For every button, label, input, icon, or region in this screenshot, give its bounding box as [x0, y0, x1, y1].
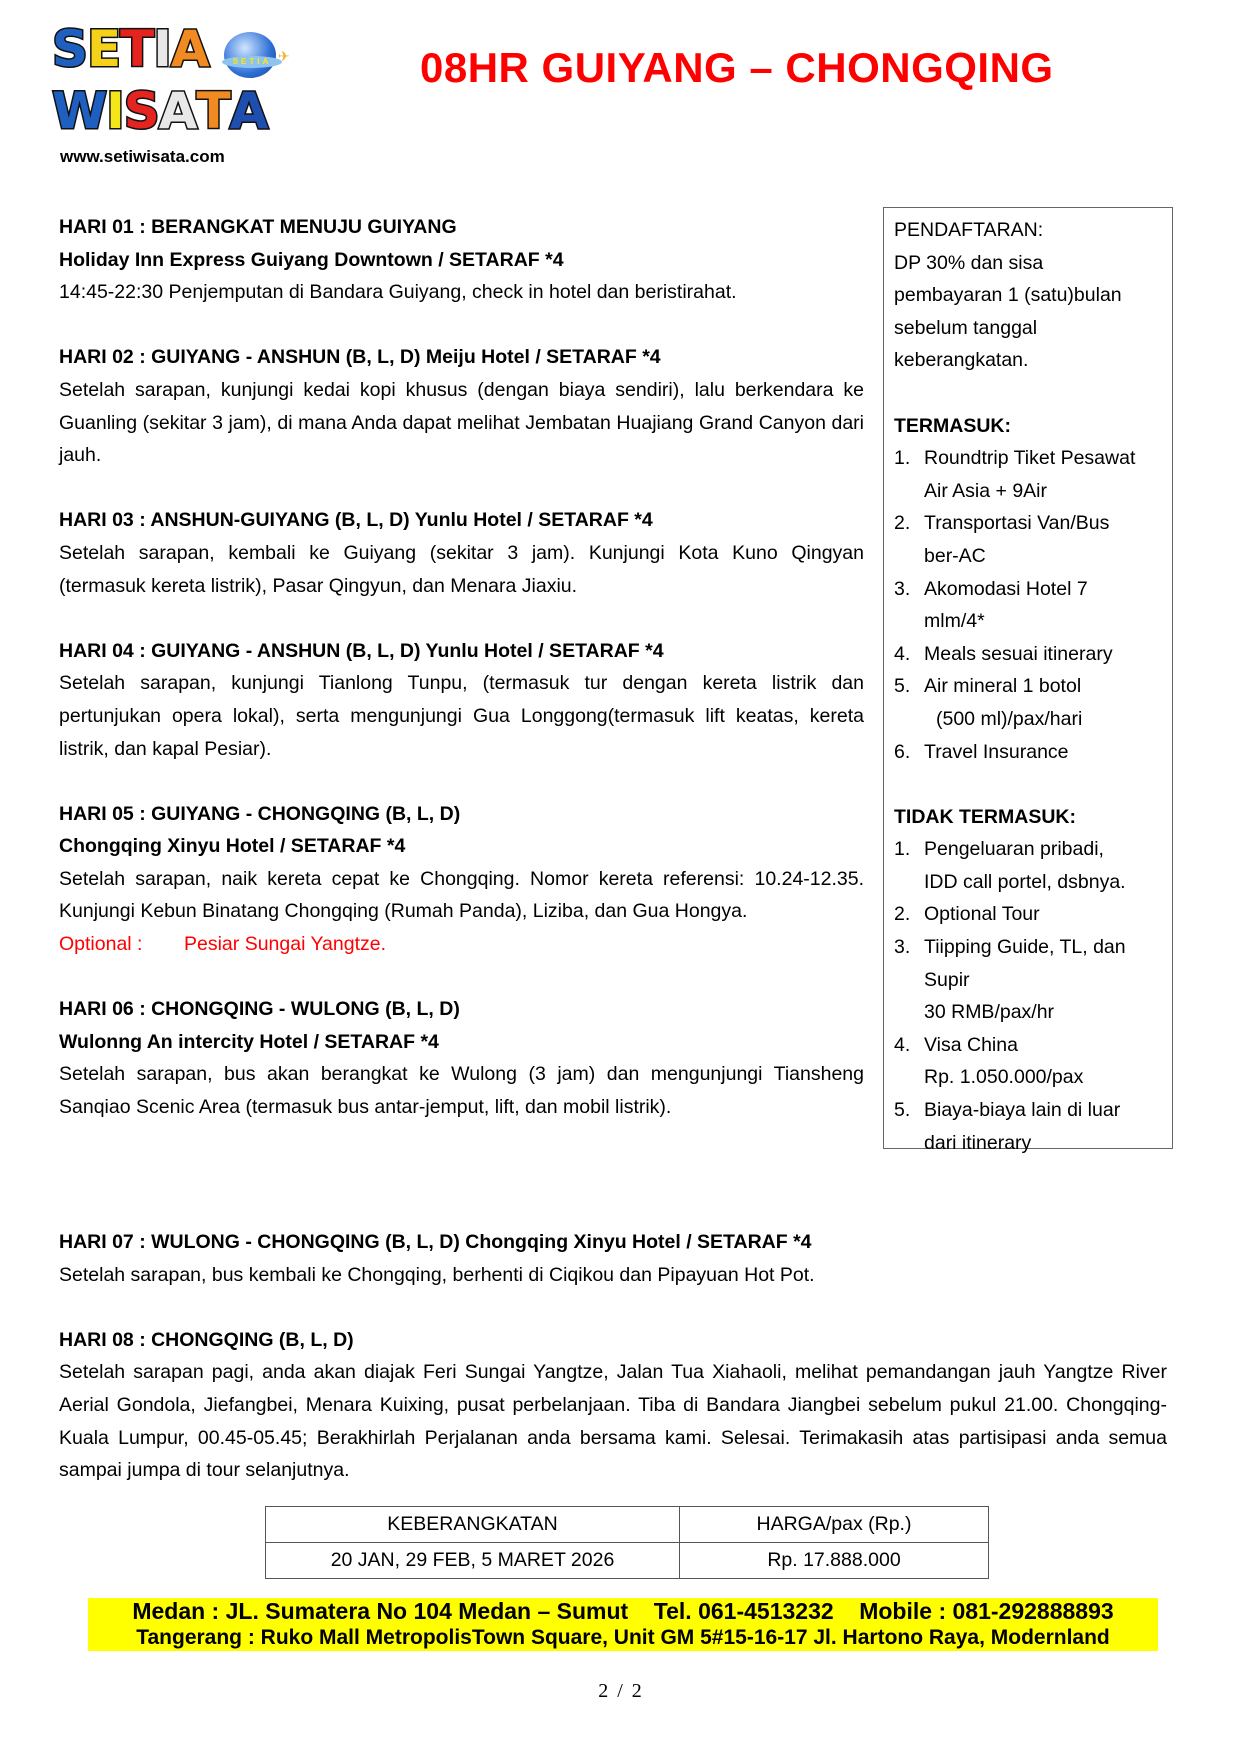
day-2 — [59, 341, 864, 471]
optional-label: Optional : — [59, 933, 143, 956]
day-heading: HARI 06 : CHONGQING - WULONG (B, L, D) — [59, 998, 460, 1021]
day-description: Setelah sarapan, bus kembali ke Chongqing, berhenti di Ciqikou dan Pipayuan Hot Pot. — [59, 1263, 815, 1286]
registration-line: sebelum tanggal — [894, 316, 1038, 339]
day-heading: HARI 02 : GUIYANG - ANSHUN (B, L, D) Meiju Hotel / SETARAF *4 — [59, 346, 661, 369]
day-description: Setelah sarapan pagi, anda akan diajak Feri Sungai Yangtze, Jalan Tua Xiahaoli, melihat pemandangan jauh Yangtze River Aerial Gondola, Jiefangbei, Menara Kuixing, pusat perbelanjaan. Tiba di Bandara Jiangbei sebelum pukul 21.00. Chongqing-Kuala Lumpur, 00.45-05.45; Berakhirlah Perjalanan anda bersama kami. Selesai. Terimakasih atas partisipasi anda semua sampai jumpa di tour selanjutnya. — [59, 1361, 1167, 1482]
optional-text: Pesiar Sungai Yangtze. — [184, 933, 386, 956]
logo-letter: S — [52, 20, 88, 78]
registration-line: keberangkatan. — [894, 349, 1029, 372]
logo-letter: T — [196, 82, 230, 140]
excluded-item: 3. Tiipping Guide, TL, dan Supir 30 RMB/pax/hr — [894, 936, 1126, 1024]
contact-footer — [88, 1598, 1158, 1651]
header-price: HARGA/pax (Rp.) — [680, 1507, 989, 1543]
logo-word-setia — [52, 20, 209, 78]
logo-letter: A — [170, 20, 209, 78]
excluded-item: 5. Biaya-biaya lain di luar dari itinerary — [894, 1099, 1121, 1154]
day-heading: HARI 03 : ANSHUN-GUIYANG (B, L, D) Yunlu Hotel / SETARAF *4 — [59, 509, 653, 532]
excluded-title: TIDAK TERMASUK: — [894, 805, 1076, 828]
day-6 — [59, 993, 864, 1123]
logo-letter: A — [229, 82, 268, 140]
excluded-item: 4. Visa China Rp. 1.050.000/pax — [894, 1033, 1084, 1089]
day-description: Setelah sarapan, bus akan berangkat ke Wulong (3 jam) dan mengunjungi Tiansheng Sanqiao Scenic Area (termasuk bus antar-jemput, lift, dan mobil listrik). — [59, 1063, 864, 1119]
day-1 — [59, 211, 864, 309]
price-table — [265, 1506, 989, 1579]
day-7 — [59, 1226, 1167, 1291]
excluded-list — [894, 833, 1164, 1159]
logo-word-wisata — [52, 82, 268, 140]
logo-letter: E — [87, 20, 121, 78]
included-title: TERMASUK: — [894, 414, 1011, 437]
info-box — [883, 207, 1173, 1154]
included-item: 1. Roundtrip Tiket Pesawat Air Asia + 9Air — [894, 447, 1136, 502]
tangerang-address: Tangerang : Ruko Mall MetropolisTown Square, Unit GM 5#15-16-17 Jl. Hartono Raya, Modernland — [136, 1626, 1110, 1649]
logo-letter: S — [123, 82, 159, 140]
itinerary-column-full — [59, 1226, 1167, 1487]
excluded-item: 2. Optional Tour — [894, 903, 1040, 926]
day-description: Setelah sarapan, kembali ke Guiyang (sekitar 3 jam). Kunjungi Kota Kuno Qingyan (termasuk kereta listrik), Pasar Qingyun, dan Menara Jiaxiu. — [59, 541, 864, 597]
medan-address: Medan : JL. Sumatera No 104 Medan – Sumut Tel. 061-4513232 Mobile : 081-292888893 — [132, 1598, 1114, 1624]
optional-tour — [59, 928, 864, 961]
day-description: Setelah sarapan, kunjungi Tianlong Tunpu, (termasuk tur dengan kereta listrik dan pertunjukan opera lokal), serta mengunjungi Gua Longgong(termasuk lift keatas, kereta listrik, dan kapal Pesiar). — [59, 672, 864, 760]
price-value: Rp. 17.888.000 — [680, 1543, 989, 1579]
logo-letter: A — [158, 82, 197, 140]
logo-letter: W — [52, 82, 107, 140]
departure-dates: 20 JAN, 29 FEB, 5 MARET 2026 — [266, 1543, 680, 1579]
day-description: 14:45-22:30 Penjemputan di Bandara Guiyang, check in hotel dan beristirahat. — [59, 281, 737, 304]
day-heading: HARI 07 : WULONG - CHONGQING (B, L, D) Chongqing Xinyu Hotel / SETARAF *4 — [59, 1231, 812, 1253]
registration-title: PENDAFTARAN: — [894, 219, 1044, 241]
included-item: 6. Travel Insurance — [894, 740, 1069, 763]
included-item: 4. Meals sesuai itinerary — [894, 642, 1113, 665]
page-title: 08HR GUIYANG – CHONGQING — [420, 44, 1054, 91]
company-logo — [52, 22, 302, 172]
day-heading: HARI 08 : CHONGQING (B, L, D) — [59, 1328, 354, 1351]
day-5 — [59, 798, 864, 961]
day-8 — [59, 1324, 1167, 1487]
day-4 — [59, 635, 864, 765]
itinerary-column — [59, 211, 864, 1124]
table-row — [266, 1543, 989, 1579]
day-hotel: Chongqing Xinyu Hotel / SETARAF *4 — [59, 835, 406, 858]
day-heading: HARI 01 : BERANGKAT MENUJU GUIYANG — [59, 216, 457, 238]
day-description: Setelah sarapan, kunjungi kedai kopi khusus (dengan biaya sendiri), lalu berkendara ke Guanling (sekitar 3 jam), di mana Anda dapat melihat Jembatan Huajiang Grand Canyon dari jauh. — [59, 378, 864, 467]
table-header-row — [266, 1507, 989, 1543]
day-hotel: Wulonng An intercity Hotel / SETARAF *4 — [59, 1030, 439, 1053]
logo-letter: I — [106, 82, 124, 140]
page-number: 2 / 2 — [598, 1680, 642, 1702]
day-heading: HARI 05 : GUIYANG - CHONGQING (B, L, D) — [59, 802, 461, 825]
day-description: Setelah sarapan, naik kereta cepat ke Chongqing. Nomor kereta referensi: 10.24-12.35. Kunjungi Kebun Binatang Chongqing (Rumah Panda), Liziba, dan Gua Hongya. — [59, 867, 864, 923]
excluded-item: 1. Pengeluaran pribadi, IDD call portel, dsbnya. — [894, 838, 1126, 893]
logo-letter: I — [153, 20, 171, 78]
day-3 — [59, 504, 864, 602]
logo-letter: T — [120, 20, 154, 78]
included-list — [894, 442, 1164, 768]
registration-line: DP 30% dan sisa — [894, 251, 1044, 274]
day-heading: HARI 04 : GUIYANG - ANSHUN (B, L, D) Yunlu Hotel / SETARAF *4 — [59, 639, 664, 662]
included-item: 2. Transportasi Van/Bus ber-AC — [894, 512, 1110, 567]
airplane-icon: ✈ — [278, 48, 290, 64]
globe-icon — [224, 32, 276, 78]
day-hotel: Holiday Inn Express Guiyang Downtown / SETARAF *4 — [59, 248, 564, 271]
globe-label: SETIA — [222, 56, 282, 68]
included-item: 3. Akomodasi Hotel 7 mlm/4* — [894, 577, 1088, 633]
website-url[interactable]: www.setiwisata.com — [60, 147, 225, 166]
included-item: 5. Air mineral 1 botol (500 ml)/pax/hari — [894, 675, 1083, 730]
registration-line: pembayaran 1 (satu)bulan — [894, 284, 1122, 307]
header-departure: KEBERANGKATAN — [266, 1507, 680, 1543]
